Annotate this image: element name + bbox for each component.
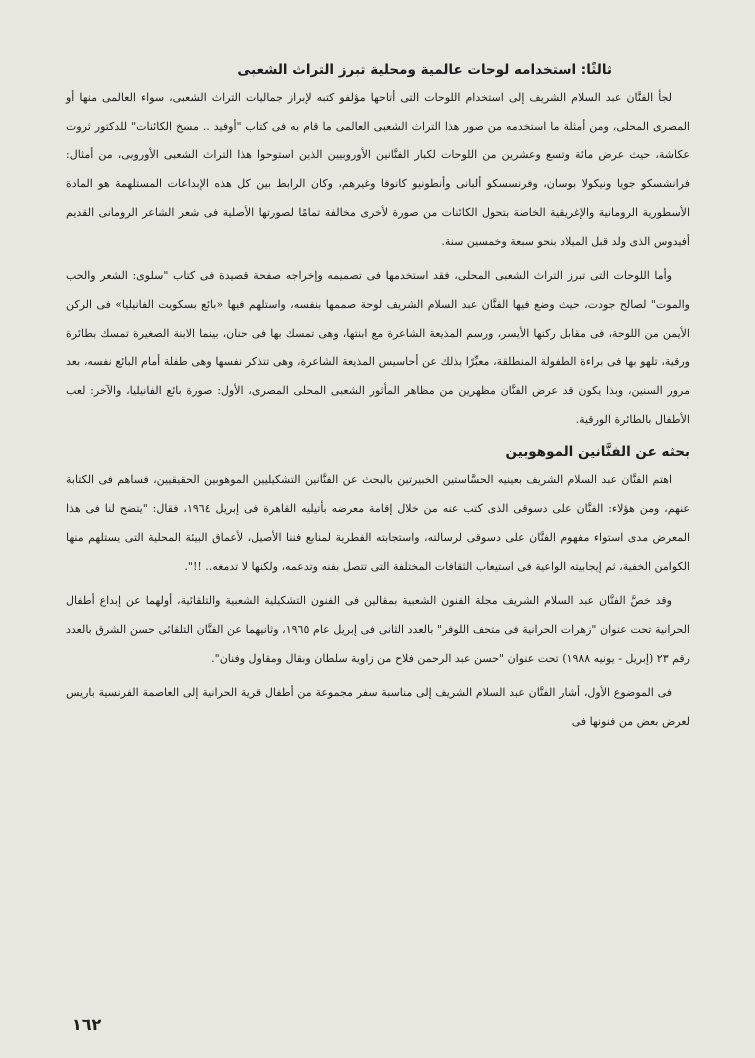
paragraph: لجأ الفنَّان عبد السلام الشريف إلى استخدام اللوحات التى أتاحها مؤلفو كتبه لإبراز جماليات التراث الشعبى، سواء العالمى منها أو المصرى المحلى، ومن أمثلة ما استخدمه من صور هذا التراث الشعبى العالمى ما قام به فى كتاب "أوفيد .. مسخ الكائنات" للدكتور ثروت عكاشة، حيث عرض مائة وتسع وعشرين من اللوحات لكبار الفنَّانين الأوروبيين الذين استوحوا هذا التراث الشعبى الأوروبى، من أمثال: فرانشسكو جويا ونيكولا بوسان، وفرنسسكو ألبانى وأنطونيو كانوفا وغيرهم، وكان الرابط بين كل هذه الإبداعات المستلهمة هو المادة الأسطورية الرومانية والإغريقية الخاصة بتحول الكائنات من صورة لأخرى مخالفة تمامًا لصورتها الأصلية فى شعر الشاعر الرومانى القديم أفيدوس الذى ولد قبل الميلاد بنحو سبعة وخمسين سنة.: [66, 91, 690, 248]
paragraph: فى الموضوع الأول، أشار الفنَّان عبد السلام الشريف إلى مناسبة سفر مجموعة من أطفال قرية الحرانية إلى العاصمة الفرنسية باريس لعرض بعض من فنونها فى: [66, 686, 690, 729]
paragraph: اهتم الفنَّان عبد السلام الشريف بعينيه الحسَّاستين الخبيرتين بالبحث عن الفنَّانين التشكيليين الموهوبين الحقيقيين، فساهم فى الكتابة عنهم، ومن هؤلاء: الفنَّان على دسوقى الذى كتب عنه من خلال إقامة معرضه بأتيليه القاهرة فى إبريل ١٩٦٤، فقال: "يتضح لنا فى هذا المعرض مدى استواء مفهوم الفنَّان على دسوقى لرسالته، واستجابته الفطرية لمنابع فننا الأصيل، لأعماق البيئة المحلية التى يستلهم منها الكوامن الخفية، ثم إيجابيته الواعية فى استيعاب الثقافات المختلفة التى تتصل بفنه وتدعمه، ولكنها لا تدمغه.. !!".: [66, 473, 690, 573]
paragraph: وقد خصَّ الفنَّان عبد السلام الشريف مجلة الفنون الشعبية بمقالين فى الفنون التشكيلية الشعبية والتلقائية، أولهما عن إبداع أطفال الحرانية تحت عنوان "زهرات الحرانية فى متحف اللوفر" بالعدد الثانى فى إبريل عام ١٩٦٥، وثانيهما عن الفنَّان التلقائى حسن الشرق بالعدد رقم ٢٣ (إبريل - يونيه ١٩٨٨) تحت عنوان "حسن عبد الرحمن فلاح من زاوية سلطان وبقال ومقاول وفنان".: [66, 594, 690, 665]
section-subheading: بحثه عن الفنَّانين الموهوبين: [505, 444, 690, 461]
page-number: ١٦٢: [72, 1015, 102, 1034]
paragraph: وأما اللوحات التى تبرز التراث الشعبى المحلى، فقد استخدمها فى تصميمه وإخراجه صفحة قصيدة فى كتاب "سلوى: الشعر والحب والموت" لصالح جودت، حيث وضع فيها الفنَّان عبد السلام الشريف لوحة صممها بنفسه، واستلهم فيها «بائع بسكويت الفانيليا» فى الركن الأيمن من اللوحة، فى مقابل ركنها الأيسر، ورسم المذيعة الشاعرة مع ابنتها، وهى تمسك بها فى حنان، بينما الابنة الصغيرة تمسك بطائرة ورقية، تلهو بها فى براءة الطفولة المنطلقة، معبِّرًا بذلك عن أحاسيس المذيعة الشاعرة، وهى تتذكر نفسها وهى طفلة أمام البائع نفسه، بعد مرور السنين، وبذا يكون قد عرض الفنَّان مظهرين من مظاهر المأثور الشعبى المحلى المصرى، الأول: صورة بائع الفانيليا، والآخر: لعب الأطفال بالطائرة الورقية.: [66, 269, 690, 426]
section-heading: ثالثًا: استخدامه لوحات عالمية ومحلية تبرز التراث الشعبى: [237, 62, 612, 78]
page-body: [66, 56, 690, 743]
